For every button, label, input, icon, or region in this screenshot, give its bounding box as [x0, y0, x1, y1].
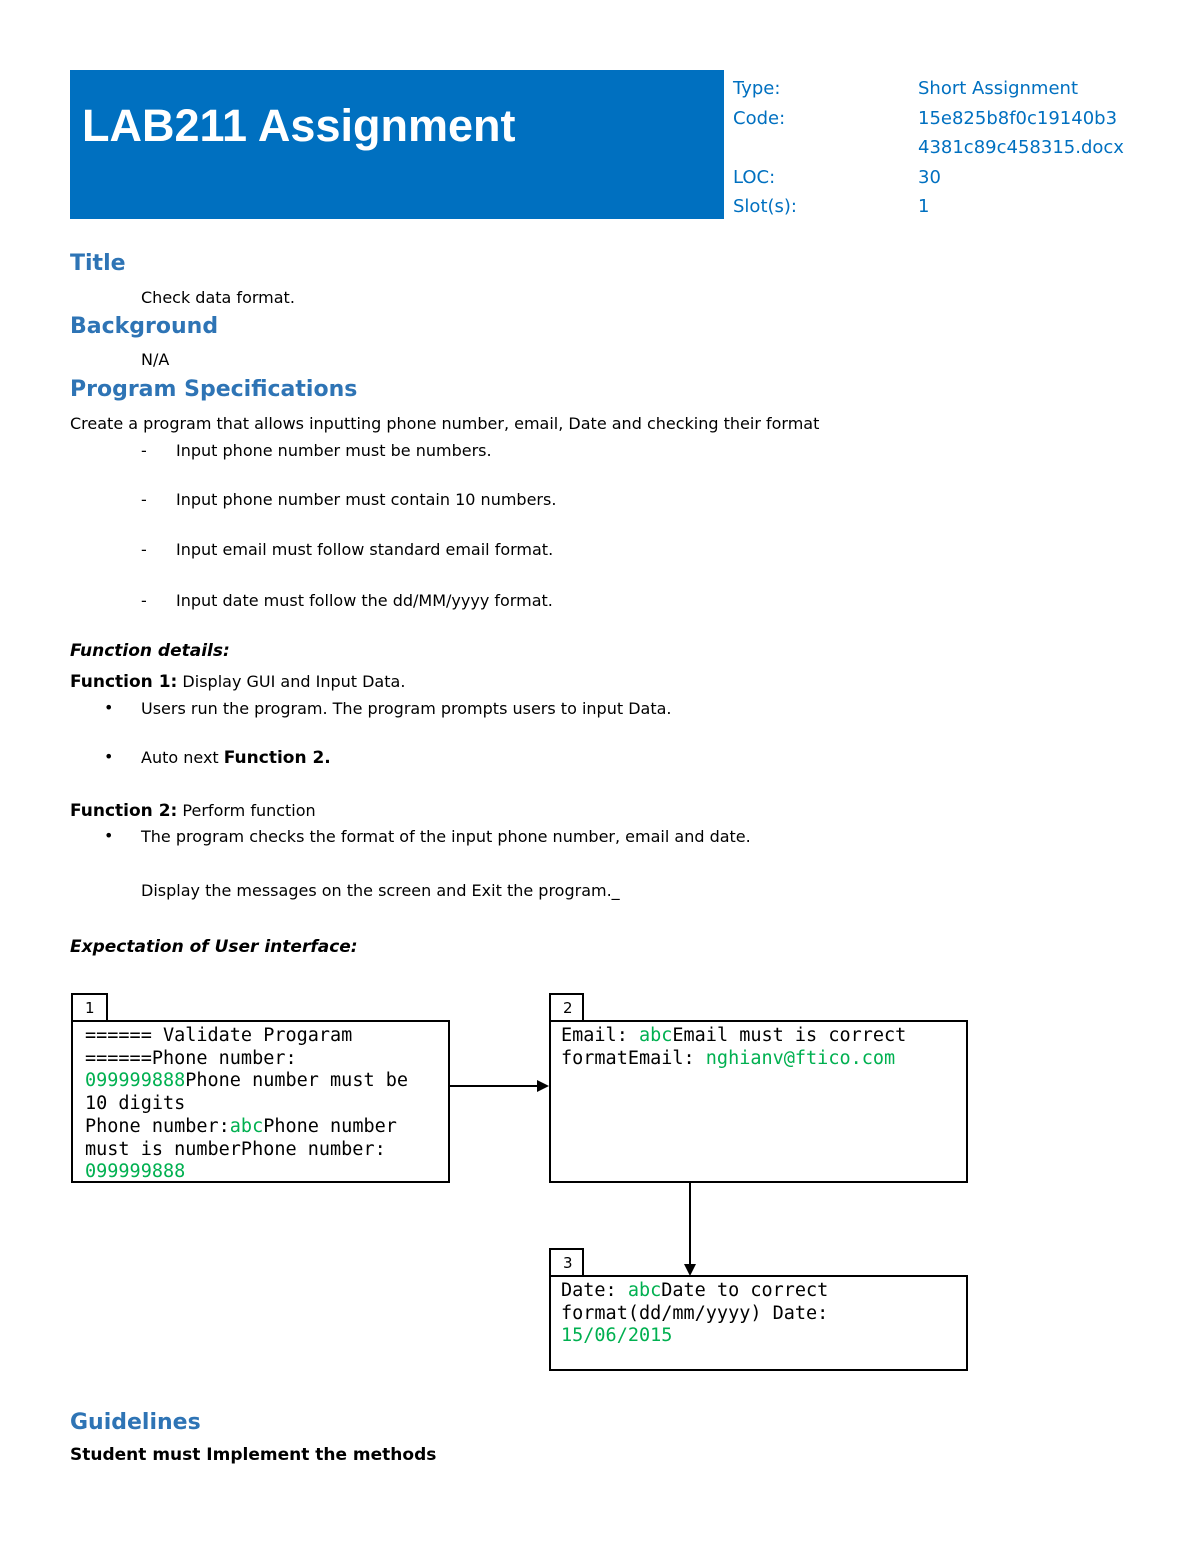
bullet-2-bold: Function 2. — [223, 748, 331, 768]
guidelines-heading: Guidelines — [70, 1410, 201, 1435]
title-heading: Title — [70, 251, 126, 276]
loc-label: LOC: — [733, 166, 776, 188]
code-value-line2: 4381c89c458315.docx — [918, 137, 1124, 158]
type-value: Short Assignment — [918, 78, 1079, 99]
function-1-bullet-1: Users run the program. The program prompts users to input Data. — [141, 699, 672, 718]
box-2-number: 2 — [549, 993, 584, 1022]
bullet-marker: • — [104, 747, 114, 766]
dash-marker: - — [141, 540, 147, 559]
function-2-text: Perform function — [177, 801, 316, 820]
guidelines-text: Student must Implement the methods — [70, 1445, 437, 1465]
expectation-label: Expectation of User interface: — [70, 937, 358, 957]
function-2-bullet-1: The program checks the format of the input phone number, email and date. — [141, 827, 751, 846]
spec-item: Input date must follow the dd/MM/yyyy format. — [176, 591, 553, 610]
function-1-label: Function 1: — [70, 672, 178, 692]
console-box-3-text: Date: abcDate to correct format(dd/mm/yyyy) Date: 15/06/2015 — [561, 1280, 829, 1347]
spec-heading: Program Specifications — [70, 377, 358, 402]
arrow-head-right — [537, 1080, 549, 1092]
function-1-text: Display GUI and Input Data. — [177, 672, 406, 691]
slots-value: 1 — [918, 196, 930, 217]
box-1-number: 1 — [71, 993, 108, 1022]
code-label: Code: — [733, 107, 786, 129]
function-2-continuation: Display the messages on the screen and Exit the program._ — [141, 881, 620, 900]
dash-marker: - — [141, 441, 147, 460]
box-3-number: 3 — [549, 1248, 584, 1277]
bullet-marker: • — [104, 826, 114, 845]
spec-item: Input phone number must contain 10 numbers. — [176, 490, 557, 509]
dash-marker: - — [141, 490, 147, 509]
code-value-line1: 15e825b8f0c19140b3 — [918, 107, 1118, 129]
type-label: Type: — [733, 78, 781, 99]
slots-label: Slot(s): — [733, 196, 797, 217]
console-box-1-text: ====== Validate Progaram ======Phone number: 099999888Phone number must be 10 digits Phone number:abcPhone number must is numberPhone number: 099999888 — [85, 1025, 409, 1183]
title-text: Check data format. — [141, 288, 295, 307]
bullet-marker: • — [104, 698, 114, 717]
spec-item: Input phone number must be numbers. — [176, 441, 492, 460]
background-heading: Background — [70, 314, 219, 339]
document-title: LAB211 Assignment — [82, 100, 516, 151]
dash-marker: - — [141, 591, 147, 610]
arrow-head-down — [684, 1264, 696, 1276]
bullet-2-prefix: Auto next — [141, 748, 224, 767]
loc-value: 30 — [918, 166, 941, 188]
function-2-label: Function 2: — [70, 801, 178, 821]
function-details-label: Function details: — [70, 641, 230, 661]
background-text: N/A — [141, 350, 170, 369]
spec-intro: Create a program that allows inputting phone number, email, Date and checking their format — [70, 414, 820, 433]
spec-item: Input email must follow standard email format. — [176, 540, 554, 559]
console-box-2-text: Email: abcEmail must is correct formatEmail: nghianv@ftico.com — [561, 1025, 907, 1069]
